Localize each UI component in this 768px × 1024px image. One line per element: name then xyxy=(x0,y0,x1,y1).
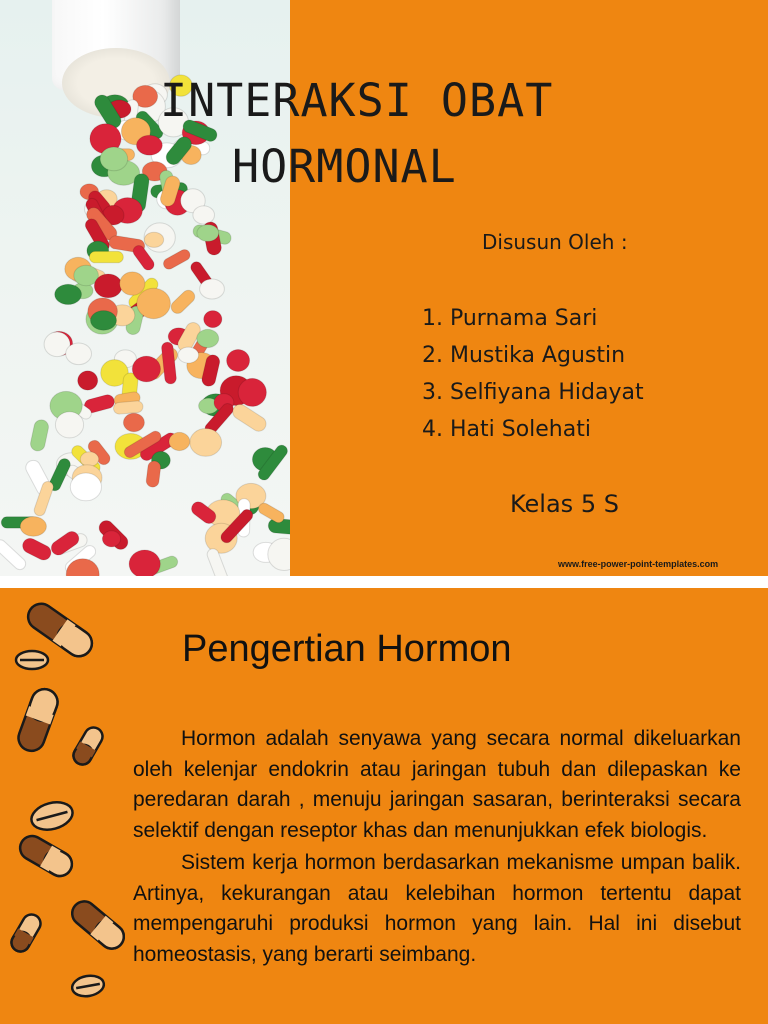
capsule-decoration xyxy=(0,588,130,1024)
content-slide xyxy=(0,588,768,1024)
pill-shape xyxy=(91,311,117,331)
pill-shape xyxy=(161,342,177,385)
pill-shape xyxy=(193,206,215,224)
tablet-icon xyxy=(16,651,48,669)
pill-shape xyxy=(66,343,92,365)
pill-shape xyxy=(197,225,219,242)
pill-shape xyxy=(238,378,266,406)
title-line-2: HORMONAL xyxy=(232,140,457,193)
pill-shape xyxy=(113,400,143,414)
capsule-icon xyxy=(15,685,61,754)
author-item: 2. Mustika Agustin xyxy=(422,343,626,368)
author-item: 4. Hati Solehati xyxy=(422,417,591,442)
pill-shape xyxy=(144,232,163,247)
pill-shape xyxy=(70,473,101,501)
pill-shape xyxy=(200,279,225,299)
pill-shape xyxy=(190,429,222,457)
slide-heading: Pengertian Hormon xyxy=(182,628,512,670)
pill-shape xyxy=(204,311,222,328)
pill-shape xyxy=(29,419,50,453)
author-item: 3. Selfiyana Hidayat xyxy=(422,380,644,405)
pill-shape xyxy=(20,536,53,563)
pill-shape xyxy=(129,550,160,576)
author-item: 1. Purnama Sari xyxy=(422,306,598,331)
body-paragraph: Sistem kerja hormon berdasarkan mekanisme umpan balik. Artinya, kekurangan atau kelebihan hormon tertentu dapat mempengaruhi produksi hormon yang lain. Hal ini disebut homeostasis, yang berarti seimbang. xyxy=(133,851,741,966)
template-watermark: www.free-power-point-templates.com xyxy=(558,559,719,569)
pill-shape xyxy=(178,347,199,363)
pill-shape xyxy=(132,356,160,382)
pill-shape xyxy=(100,147,128,171)
slide-body xyxy=(133,724,741,972)
pill-shape xyxy=(55,284,82,304)
pill-shape xyxy=(49,529,82,558)
pill-shape xyxy=(169,432,190,450)
class-label: Kelas 5 S xyxy=(510,490,619,518)
pill-shape xyxy=(102,531,120,547)
pill-shape xyxy=(197,329,219,347)
capsule-icon xyxy=(67,897,128,954)
author-list xyxy=(422,300,644,448)
pill-shape xyxy=(137,288,171,318)
pill-shape xyxy=(78,371,98,390)
capsule-icon xyxy=(70,724,106,768)
pill-shape xyxy=(137,135,163,155)
pill-shape xyxy=(94,274,122,298)
pill-shape xyxy=(123,413,144,431)
title-line-1: INTERAKSI OBAT xyxy=(160,74,554,127)
pill-shape xyxy=(169,288,198,316)
pill-shape xyxy=(89,251,123,262)
capsule-icon xyxy=(8,911,44,955)
capsule-icon xyxy=(16,832,76,881)
slide-divider xyxy=(0,576,768,588)
pill-shape xyxy=(227,350,250,372)
body-paragraph: Hormon adalah senyawa yang secara normal dikeluarkan oleh kelenjar endokrin atau jaringan tubuh dan dilepaskan ke peredaran darah , menuju jaringan sasaran, berinteraksi secara selektif dengan reseptor khas dan menunjukkan efek biologis. xyxy=(133,727,741,842)
tablet-icon xyxy=(71,973,106,998)
pill-shape xyxy=(55,412,83,438)
presentation-title xyxy=(160,68,760,200)
pill-shape xyxy=(146,460,162,487)
pill-shape xyxy=(120,272,145,295)
pill-shape xyxy=(20,517,46,537)
tablet-icon xyxy=(28,798,75,834)
prepared-by-label: Disusun Oleh : xyxy=(482,230,628,254)
